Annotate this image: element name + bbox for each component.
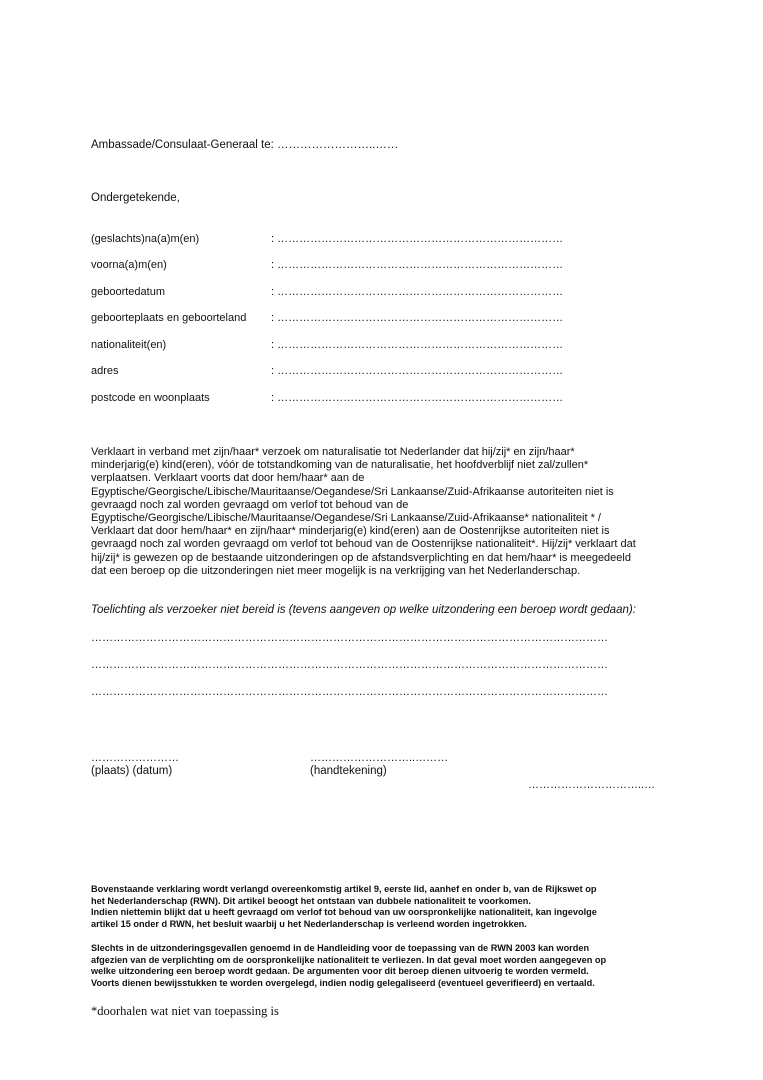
declaration-line: Verklaart in verband met zijn/haar* verzoek om naturalisatie tot Nederlander dat hij/zij* en zijn/haar* — [91, 446, 575, 458]
signature-dots[interactable]: ………………………..……… — [310, 752, 449, 764]
declaration-line: Egyptische/Georgische/Libische/Mauritaanse/Oegandese/Sri Lankaanse/Zuid-Afrikaanse autoriteiten niet is — [91, 485, 614, 498]
declaration-line: Egyptische/Georgische/Libische/Mauritaanse/Oegandese/Sri Lankaanse/Zuid-Afrikaanse* nationaliteit * / — [91, 512, 601, 525]
explanation-heading: Toelichting als verzoeker niet bereid is (tevens aangeven op welke uitzondering een beroep wordt gedaan): — [91, 604, 636, 616]
field-label: (geslachts)na(a)m(en) — [91, 233, 200, 245]
declaration-line: dat een beroep op die uitzonderingen niet meer mogelijk is na verkrijging van het Nederlanderschap. — [91, 564, 581, 577]
declaration-line: Verklaart dat door hem/haar* en zijn/haar* minderjarig(e) kind(eren) aan de Oostenrijkse autoriteiten niet is — [91, 525, 610, 538]
declaration-line: minderjarig(e) kind(eren), vóór de totstandkoming van de naturalisatie, het hoofdverblijf niet zal/zullen* — [91, 459, 589, 472]
field-label: geboorteplaats en geboorteland — [91, 312, 247, 324]
notes-line: welke uitzondering een beroep wordt gedaan. De argumenten voor dit beroep dienen uitvoerig te worden vermeld. — [91, 966, 589, 977]
declaration-line: gevraagd noch zal worden gevraagd om verlof tot behoud van de — [91, 498, 409, 511]
notes-paragraph-1 — [91, 884, 681, 930]
undersigned-label: Ondergetekende, — [91, 192, 180, 204]
explanation-line-2[interactable]: …………………………………………………………………………………………………………………………… — [91, 659, 608, 671]
embassy-line: Ambassade/Consulaat-Generaal te: ……………………..…… — [91, 139, 399, 151]
field-value[interactable]: : …………………………………………………………………… — [271, 312, 564, 324]
footnote: *doorhalen wat niet van toepassing is — [91, 1004, 279, 1018]
field-value[interactable]: : …………………………………………………………………… — [271, 339, 564, 351]
declaration-line: gevraagd noch zal worden gevraagd om verlof tot behoud van de Oostenrijkse nationaliteit*. Hij/zij* verklaart dat — [91, 538, 636, 551]
field-label: geboortedatum — [91, 286, 165, 298]
notes-line: het Nederlanderschap (RWN). Dit artikel beoogt het ontstaan van dubbele nationaliteit te voorkomen. — [91, 895, 531, 906]
declaration-line: verplaatsen. Verklaart voorts dat door hem/haar* aan de — [91, 472, 365, 485]
notes-line: Indien niettemin blijkt dat u heeft gevraagd om verlof tot behoud van uw oorspronkelijke nationaliteit, kan ingevolge — [91, 907, 597, 918]
field-value[interactable]: : …………………………………………………………………… — [271, 365, 564, 377]
signature-label: (handtekening) — [310, 765, 387, 777]
extra-dots[interactable]: …………………………..… — [528, 779, 656, 791]
declaration-paragraph — [91, 446, 676, 578]
field-label: postcode en woonplaats — [91, 392, 210, 404]
notes-line: artikel 15 onder d RWN, het besluit waarbij u het Nederlanderschap is verleend worden ingetrokken. — [91, 918, 527, 929]
notes-line: afgezien van de verplichting om de oorspronkelijke nationaliteit te verliezen. In dat geval moet worden aangegeven op — [91, 954, 607, 965]
field-label: voorna(a)m(en) — [91, 259, 167, 271]
notes-line: Bovenstaande verklaring wordt verlangd overeenkomstig artikel 9, eerste lid, aanhef en onder b, van de Rijkswet op — [91, 884, 597, 894]
explanation-line-1[interactable]: …………………………………………………………………………………………………………………………… — [91, 632, 608, 644]
field-value[interactable]: : …………………………………………………………………… — [271, 259, 564, 271]
explanation-line-3[interactable]: …………………………………………………………………………………………………………………………… — [91, 686, 608, 698]
field-label: nationaliteit(en) — [91, 339, 167, 351]
place-date-label: (plaats) (datum) — [91, 765, 173, 777]
notes-line: Slechts in de uitzonderingsgevallen genoemd in de Handleiding voor de toepassing van de RWN 2003 kan worden — [91, 943, 590, 953]
field-label: adres — [91, 365, 119, 377]
field-value[interactable]: : …………………………………………………………………… — [271, 233, 564, 245]
notes-line: Voorts dienen bewijsstukken te worden overgelegd, indien nodig gelegaliseerd (eventueel geverifieerd) en vertaald. — [91, 977, 595, 988]
field-value[interactable]: : …………………………………………………………………… — [271, 392, 564, 404]
place-date-dots[interactable]: …………………… — [91, 752, 179, 764]
notes-paragraph-2 — [91, 943, 681, 989]
field-value[interactable]: : …………………………………………………………………… — [271, 286, 564, 298]
declaration-line: hij/zij* is gewezen op de bestaande uitzonderingen op de afstandsverplichting en dat hem/haar* is meegedeeld — [91, 551, 631, 564]
